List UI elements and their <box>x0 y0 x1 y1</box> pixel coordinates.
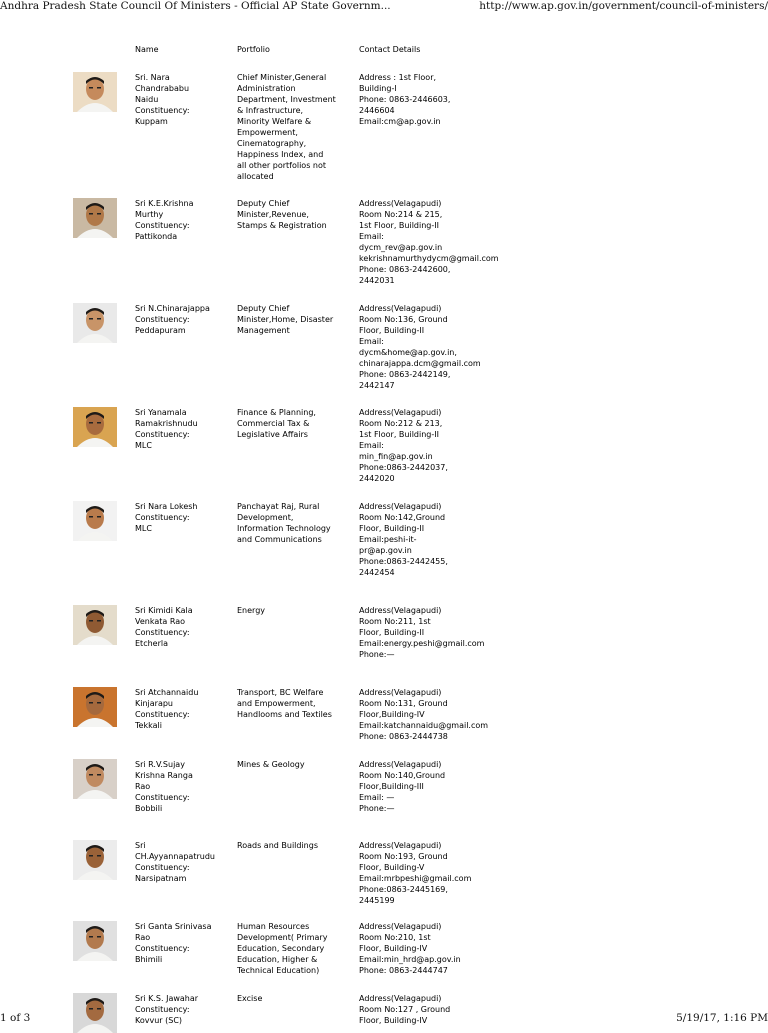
minister-portfolio: Panchayat Raj, Rural Development, Information Technology and Communications <box>237 502 331 544</box>
minister-contact: Address(Velagapudi) Room No:136, Ground Floor, Building-II Email: dycm&home@ap.gov.in, chinarajappa.dcm@gmail.com Phone: 0863-2442149, 2442147 <box>359 304 481 390</box>
minister-contact: Address(Velagapudi) Room No:131, Ground Floor,Building-IV Email:katchannaidu@gmail.com Phone: 0863-2444738 <box>359 688 489 741</box>
minister-name: Sri K.S. Jawahar Constituency: Kovvur (SC) <box>135 994 199 1025</box>
minister-contact: Address(Velagapudi) Room No:211, 1st Floor, Building-II Email:energy.peshi@gmail.com Phone:— <box>359 606 485 659</box>
column-header-portfolio: Portfolio <box>237 45 270 54</box>
minister-name: Sri. Nara Chandrababu Naidu Constituency: Kuppam <box>135 73 190 126</box>
minister-portfolio: Deputy Chief Minister,Home, Disaster Management <box>237 304 334 335</box>
minister-contact: Address(Velagapudi) Room No:212 & 213, 1st Floor, Building-II Email: min_fin@ap.gov.in Phone:0863-2442037, 2442020 <box>359 408 448 483</box>
minister-name: Sri R.V.Sujay Krishna Ranga Rao Constituency: Bobbili <box>135 760 193 813</box>
minister-name: Sri N.Chinarajappa Constituency: Peddapuram <box>135 304 210 335</box>
minister-portfolio: Energy <box>237 606 266 615</box>
minister-portfolio: Roads and Buildings <box>237 841 318 850</box>
minister-photo <box>73 759 117 799</box>
minister-portfolio: Mines & Geology <box>237 760 305 769</box>
print-datetime: 5/19/17, 1:16 PM <box>676 1012 768 1024</box>
minister-photo <box>73 605 117 645</box>
minister-name: Sri Ganta Srinivasa Rao Constituency: Bhimili <box>135 922 212 964</box>
minister-contact: Address(Velagapudi) Room No:214 & 215, 1st Floor, Building-II Email: dycm_rev@ap.gov.in kekrishnamurthydycm@gmail.com Phone: 0863-2442600, 2442031 <box>359 199 499 285</box>
print-header <box>0 0 768 14</box>
column-header-name: Name <box>135 45 159 54</box>
minister-contact: Address(Velagapudi) Room No:193, Ground Floor, Building-V Email:mrbpeshi@gmail.com Phone:0863-2445169, 2445199 <box>359 841 472 905</box>
minister-contact: Address(Velagapudi) Room No:140,Ground Floor,Building-III Email: — Phone:— <box>359 760 446 813</box>
minister-name: Sri K.E.Krishna Murthy Constituency: Pattikonda <box>135 199 194 241</box>
minister-portfolio: Chief Minister,General Administration Department, Investment & Infrastructure, Minority Welfare & Empowerment, Cinematography, Happiness Index, and all other portfolios not allocated <box>237 73 336 181</box>
minister-photo <box>73 407 117 447</box>
minister-photo <box>73 501 117 541</box>
minister-portfolio: Human Resources Development( Primary Education, Secondary Education, Higher & Technical Education) <box>237 922 328 975</box>
minister-contact: Address(Velagapudi) Room No:127 , Ground Floor, Building-IV <box>359 994 451 1025</box>
minister-contact: Address(Velagapudi) Room No:142,Ground Floor, Building-II Email:peshi-it- pr@ap.gov.in Phone:0863-2442455, 2442454 <box>359 502 448 577</box>
minister-name: Sri Kimidi Kala Venkata Rao Constituency: Etcherla <box>135 606 193 648</box>
minister-photo <box>73 198 117 238</box>
minister-name: Sri Yanamala Ramakrishnudu Constituency: MLC <box>135 408 198 450</box>
page-url[interactable]: http://www.ap.gov.in/government/council-of-ministers/ <box>479 0 768 12</box>
minister-photo <box>73 840 117 880</box>
minister-name: Sri Nara Lokesh Constituency: MLC <box>135 502 198 533</box>
minister-photo <box>73 72 117 112</box>
column-header-contact: Contact Details <box>359 45 421 54</box>
minister-portfolio: Excise <box>237 994 263 1003</box>
page-title: Andhra Pradesh State Council Of Ministers - Official AP State Governm... <box>0 0 391 12</box>
minister-portfolio: Deputy Chief Minister,Revenue, Stamps & Registration <box>237 199 327 230</box>
minister-photo <box>73 687 117 727</box>
page-number: 1 of 3 <box>0 1012 31 1024</box>
minister-photo <box>73 303 117 343</box>
minister-photo <box>73 921 117 961</box>
minister-portfolio: Finance & Planning, Commercial Tax & Legislative Affairs <box>237 408 316 439</box>
minister-name: Sri Atchannaidu Kinjarapu Constituency: Tekkali <box>135 688 199 730</box>
minister-name: Sri CH.Ayyannapatrudu Constituency: Narsipatnam <box>135 841 215 883</box>
minister-contact: Address : 1st Floor, Building-I Phone: 0863-2446603, 2446604 Email:cm@ap.gov.in <box>359 73 451 126</box>
print-footer <box>0 1012 768 1024</box>
minister-portfolio: Transport, BC Welfare and Empowerment, Handlooms and Textiles <box>237 688 332 719</box>
minister-contact: Address(Velagapudi) Room No:210, 1st Floor, Building-IV Email:min_hrd@ap.gov.in Phone: 0863-2444747 <box>359 922 461 975</box>
